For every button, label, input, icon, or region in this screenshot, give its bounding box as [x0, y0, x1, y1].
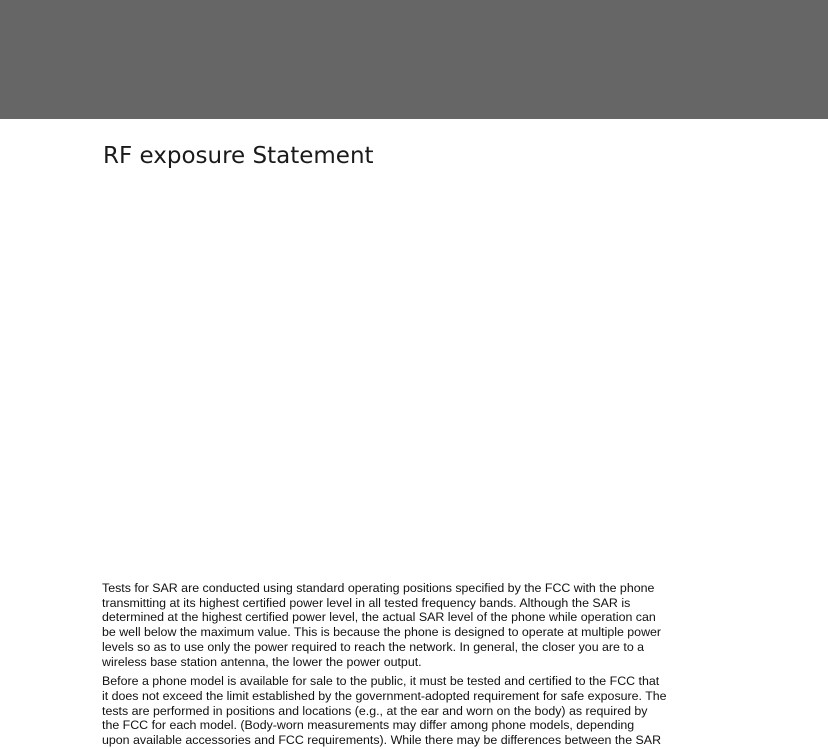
text-line: the FCC for each model. (Body-worn measurements may differ among phone models, depending — [102, 718, 635, 733]
text-line: transmitting at its highest certified power level in all tested frequency bands. Although the SAR is — [102, 595, 631, 610]
text-line: Before a phone model is available for sale to the public, it must be tested and certified to the FCC that — [102, 674, 660, 689]
header-band — [0, 0, 828, 119]
text-line: it does not exceed the limit established by the government-adopted requirement for safe exposure. The — [102, 688, 667, 703]
text-line: be well below the maximum value. This is because the phone is designed to operate at multiple power — [102, 625, 662, 640]
paragraph-sar-testing — [102, 581, 714, 669]
text-line: tests are performed in positions and locations (e.g., at the ear and worn on the body) as required by — [102, 703, 648, 718]
text-line: Tests for SAR are conducted using standard operating positions specified by the FCC with the phone — [102, 581, 655, 595]
text-line: upon available accessories and FCC requirements). While there may be differences between the SAR — [102, 733, 662, 748]
page-title: RF exposure Statement — [103, 143, 374, 169]
text-line: wireless base station antenna, the lower the power output. — [102, 654, 422, 669]
text-line: levels so as to use only the power required to reach the network. In general, the closer you are to a — [102, 639, 645, 654]
paragraph-fcc-certification — [102, 674, 714, 748]
text-line: determined at the highest certified power level, the actual SAR level of the phone while operation can — [102, 610, 656, 625]
body-text — [102, 581, 714, 749]
